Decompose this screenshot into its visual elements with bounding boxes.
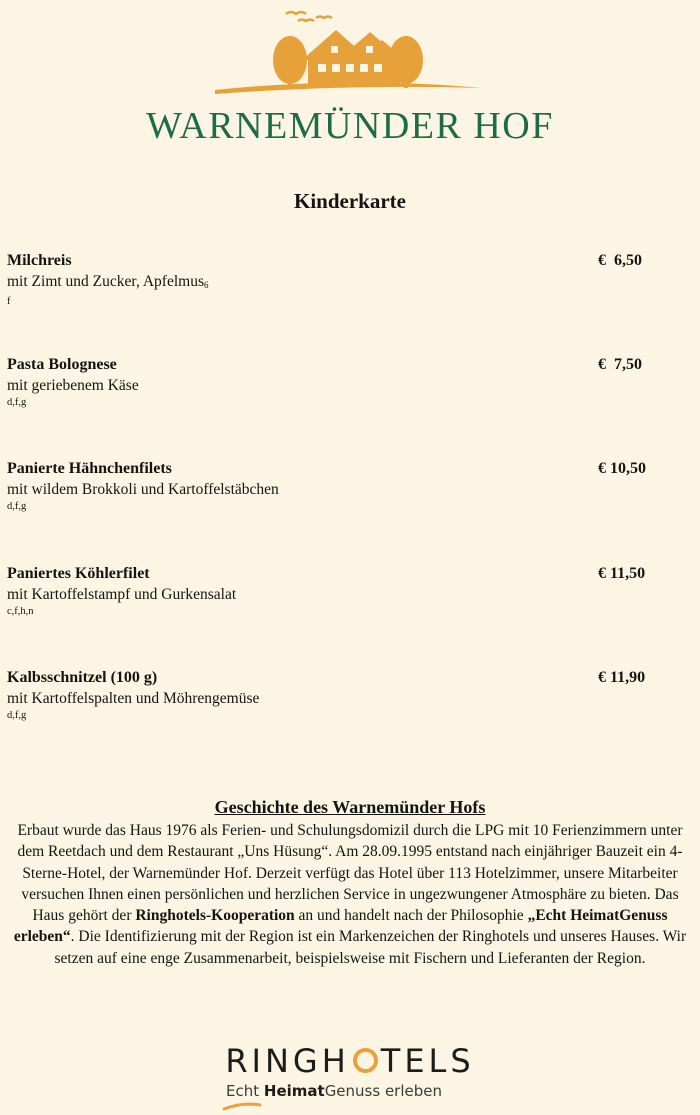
item-price: € 6,50 bbox=[598, 252, 642, 269]
history-text: Erbaut wurde das Haus 1976 als Ferien- und Schulungsdomizil durch die LPG mit 10 Ferienzimmern unter dem Reetdach und dem Restaurant „Uns Hüsung“. Am 28.09.1995 entstand nach einjähriger Bauzeit ein 4-Sterne-Hotel, der Warnemünder Hof. Derzeit verfügt das Hotel über 113 Hotelzimmer, unsere Mitarbeiter versuchen Ihnen einen persönlichen und herzlichen Service in ungezwungener Atmosphäre zu bieten. Das Haus gehört der Ringhotels-Kooperation an und handelt nach der Philosophie „Echt HeimatGenuss erleben“. Die Identifizierung mit der Region ist ein Markenzeichen der Ringhotels und unseres Hauses. Wir setzen auf eine enge Zusammenarbeit, beispielsweise mit Fischern und Lieferanten der Region. bbox=[13, 822, 687, 967]
item-allergens: d,f,g bbox=[7, 710, 27, 721]
menu-item bbox=[7, 459, 667, 513]
item-name: Kalbsschnitzel (100 g) bbox=[7, 669, 158, 686]
item-description: mit Kartoffelspalten und Möhrengemüse bbox=[7, 690, 260, 707]
history-bold-philosophy: „Echt HeimatGenuss erleben“ bbox=[13, 907, 668, 946]
item-description: mit wildem Brokkoli und Kartoffelstäbchen bbox=[7, 481, 279, 498]
item-price: € 10,50 bbox=[598, 460, 646, 477]
warnemuender-hof-logo bbox=[0, 0, 700, 160]
menu-item bbox=[7, 564, 667, 618]
item-description: mit geriebenem Käse bbox=[7, 377, 139, 394]
ring-o-icon bbox=[353, 1048, 378, 1073]
ringhotels-tagline: Echt HeimatGenuss erleben bbox=[226, 1082, 442, 1100]
item-description: mit Kartoffelstampf und Gurkensalat bbox=[7, 586, 237, 603]
menu-item bbox=[7, 355, 667, 409]
item-name: Panierte Hähnchenfilets bbox=[7, 460, 172, 477]
item-price: € 11,50 bbox=[598, 565, 646, 582]
menu-item bbox=[7, 668, 667, 722]
swoosh-icon bbox=[222, 1100, 262, 1112]
hotel-house-logo-icon bbox=[210, 2, 490, 102]
brand-name: WARNEMÜNDER HOF bbox=[146, 105, 554, 147]
item-name: Paniertes Köhlerfilet bbox=[7, 565, 150, 582]
ringhotels-wordmark: RINGH TELS bbox=[225, 1042, 475, 1080]
history-title: Geschichte des Warnemünder Hofs bbox=[214, 797, 486, 817]
menu-item bbox=[7, 251, 667, 308]
item-allergens: d,f,g bbox=[7, 501, 27, 512]
item-description: mit Zimt und Zucker, Apfelmus$_6$ bbox=[7, 273, 209, 290]
item-footnote: 6 bbox=[203, 280, 209, 290]
item-price: € 11,90 bbox=[598, 669, 646, 686]
item-price: € 7,50 bbox=[598, 356, 642, 373]
item-allergens: f bbox=[7, 296, 11, 307]
item-name: Pasta Bolognese bbox=[7, 356, 117, 373]
item-allergens: d,f,g bbox=[7, 397, 27, 408]
item-name: Milchreis bbox=[7, 252, 72, 269]
ringhotels-logo bbox=[0, 1040, 700, 1115]
history-bold-cooperation: Ringhotels-Kooperation bbox=[135, 907, 295, 925]
menu-title: Kinderkarte bbox=[294, 189, 406, 213]
item-allergens: c,f,h,n bbox=[7, 606, 34, 617]
